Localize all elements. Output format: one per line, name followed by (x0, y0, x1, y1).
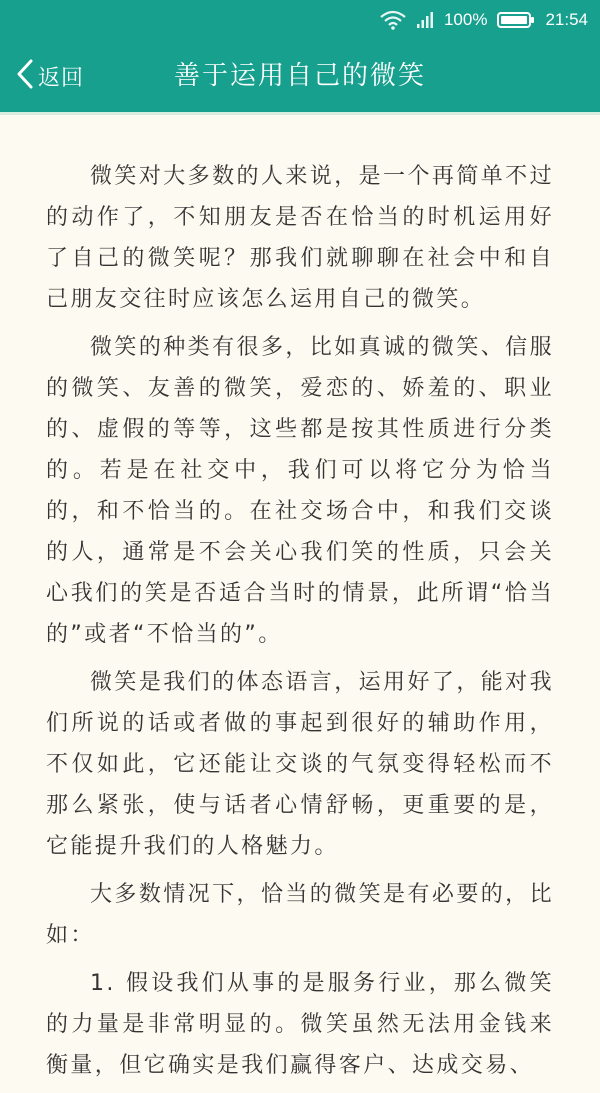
article-paragraph: 大多数情况下，恰当的微笑是有必要的，比如： (46, 882, 554, 948)
header-divider (0, 112, 600, 115)
article-paragraph: 微笑对大多数的人来说，是一个再简单不过的动作了，不知朋友是否在恰当的时机运用好了自己的微笑呢？那我们就聊聊在社会中和自己朋友交往时应该怎么运用自己的微笑。 (46, 164, 554, 312)
page-title: 善于运用自己的微笑 (173, 61, 426, 91)
title-bar (0, 40, 600, 112)
article-paragraph: 微笑的种类有很多，比如真诚的微笑、信服的微笑、友善的微笑，爱恋的、娇羞的、职业的、虚假的等等，这些都是按其性质进行分类的。若是在社交中，我们可以将它分为恰当的，和不恰当的。在社交场合中，和我们交谈的人，通常是不会关心我们笑的性质，只会关心我们的笑是否适合当时的情景，此所谓“恰当的”或者“不恰当的”。 (46, 335, 554, 647)
wifi-icon (380, 10, 406, 30)
battery-icon (497, 11, 535, 29)
article-paragraph: 1. 假设我们从事的是服务行业，那么微笑的力量是非常明显的。微笑虽然无法用金钱来衡量，但它确实是我们赢得客户、达成交易、 (46, 971, 554, 1078)
status-bar (0, 0, 600, 40)
chevron-left-icon (14, 58, 36, 94)
back-button[interactable] (14, 40, 84, 112)
status-icons (380, 0, 588, 40)
battery-percent: 100% (443, 10, 488, 29)
back-label: 返回 (38, 65, 85, 91)
article-paragraph: 微笑是我们的体态语言，运用好了，能对我们所说的话或者做的事起到很好的辅助作用，不仅如此，它还能让交谈的气氛变得轻松而不那么紧张，使与话者心情舒畅，更重要的是，它能提升我们的人格魅力。 (46, 670, 554, 859)
signal-icon (416, 11, 434, 29)
article-body (46, 156, 554, 1093)
clock: 21:54 (545, 10, 588, 29)
